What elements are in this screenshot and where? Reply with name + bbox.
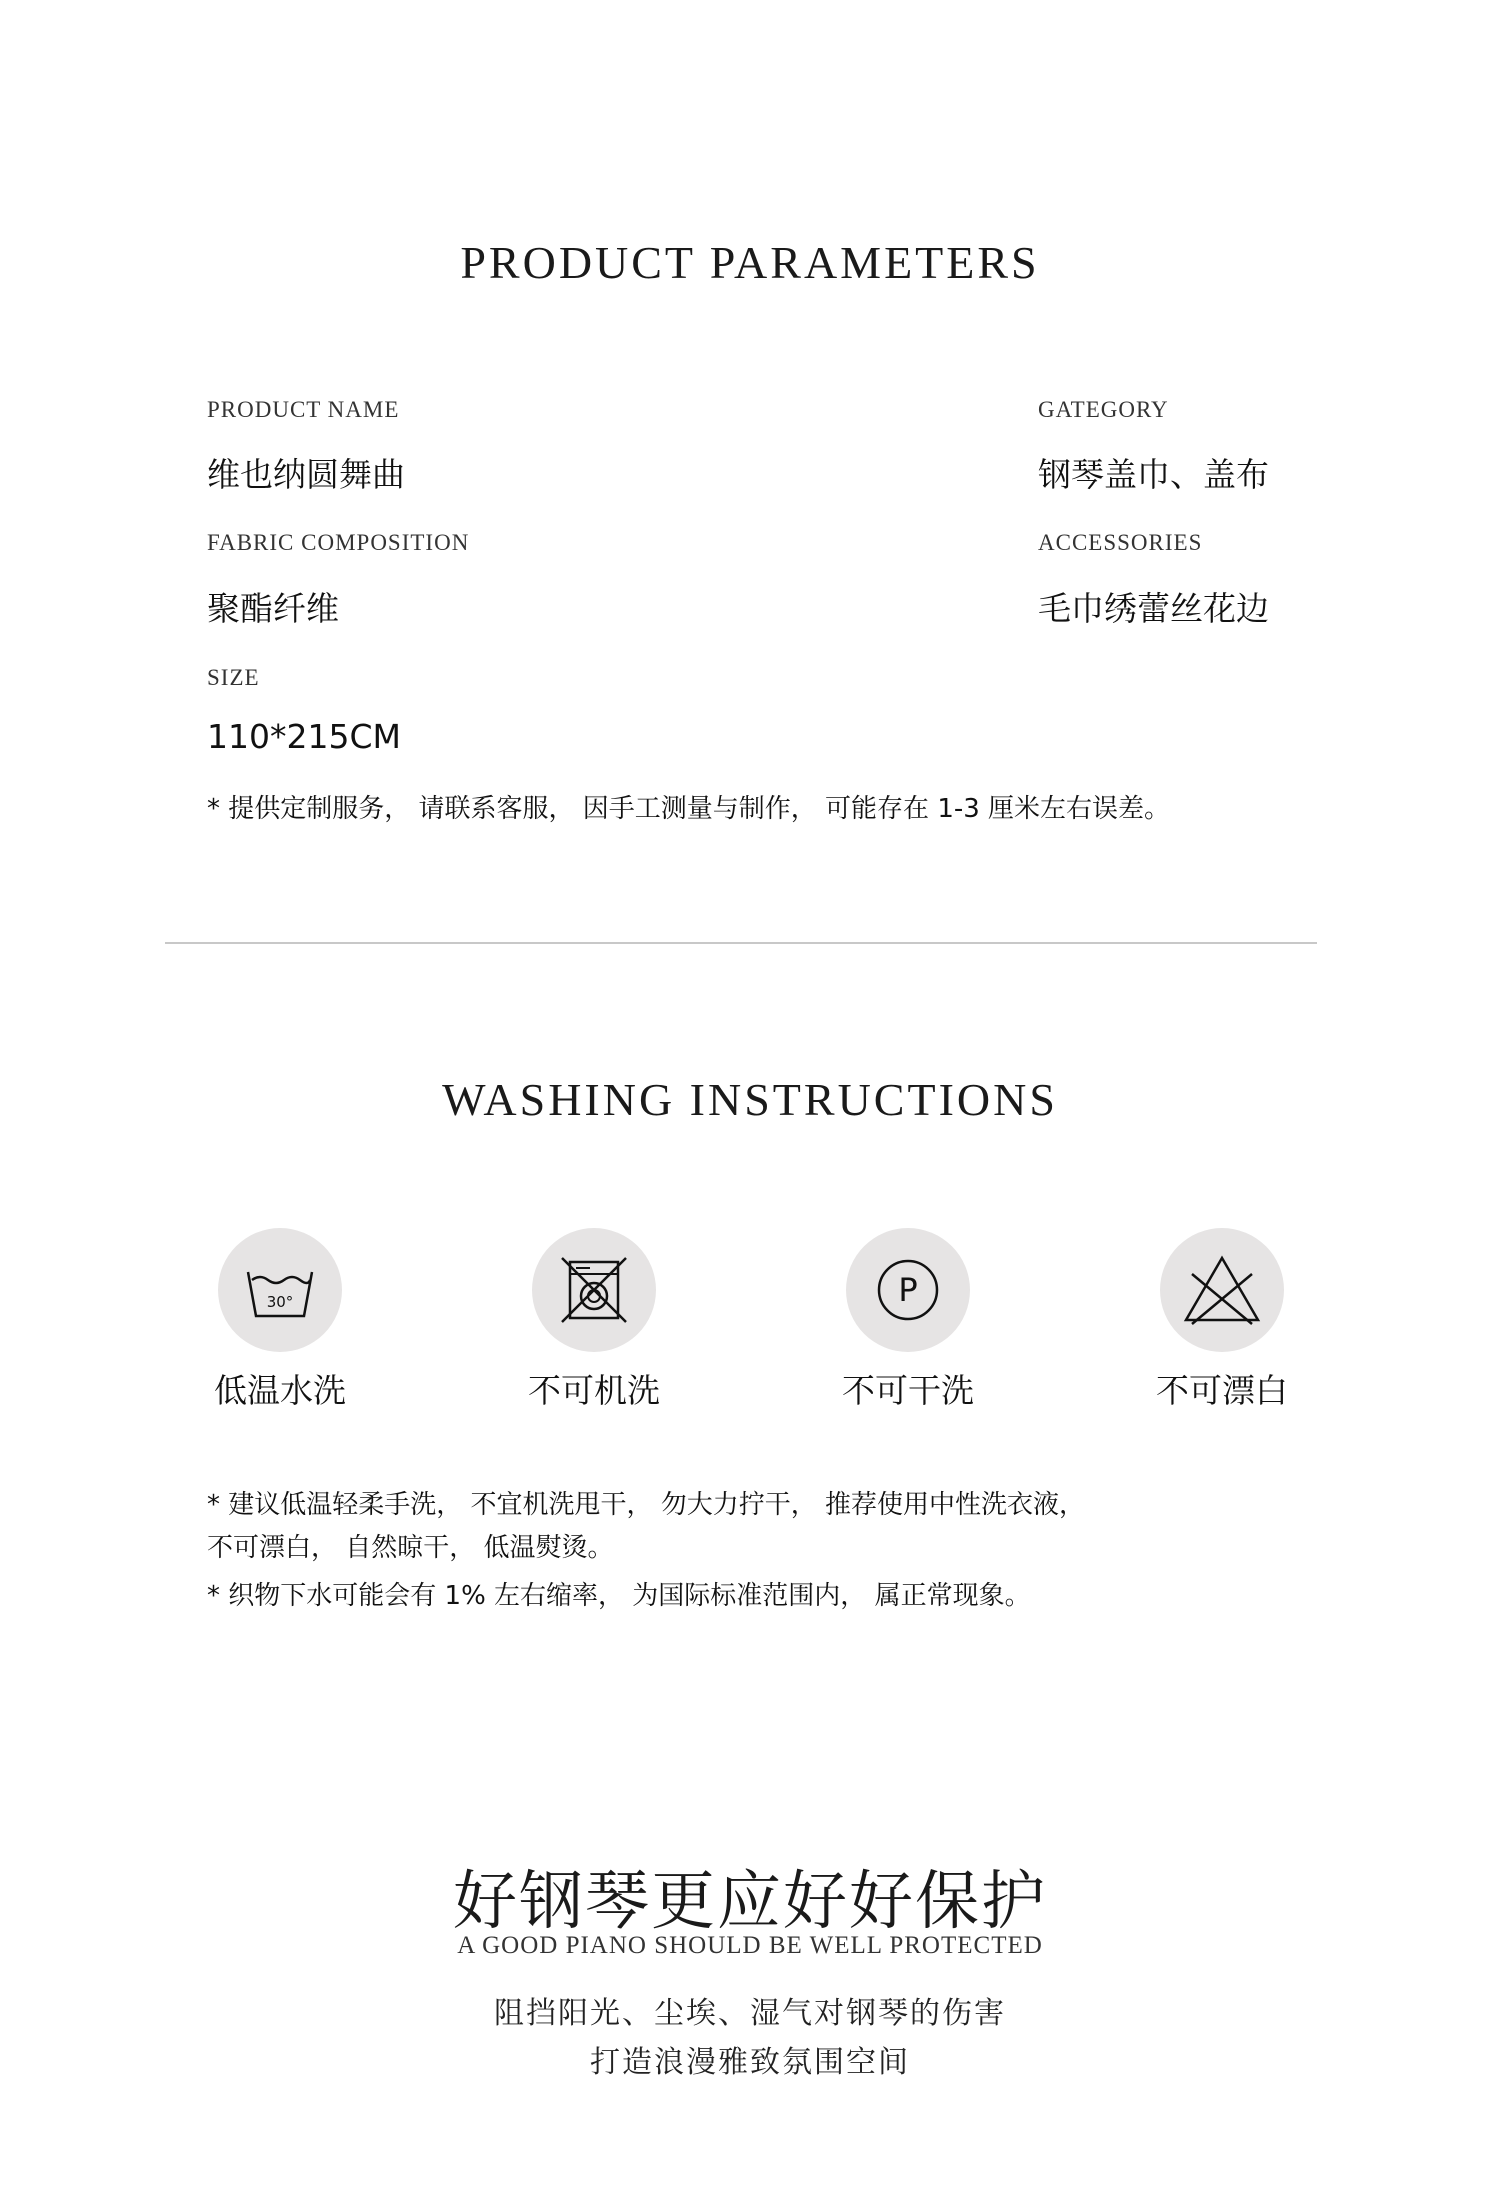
no-dry-clean-label: 不可干洗 (842, 1371, 974, 1410)
footer-line2: 打造浪漫雅致氛围空间 (590, 2045, 910, 2080)
section-divider (165, 942, 1317, 944)
wash-temp: 30° (266, 1293, 294, 1311)
wash-30-icon (218, 1228, 342, 1352)
accessories-value: 毛巾绣蕾丝花边 (1038, 589, 1269, 628)
footer-subtitle: A GOOD PIANO SHOULD BE WELL PROTECTED (457, 1932, 1043, 1959)
size-label: SIZE (207, 665, 260, 690)
no-bleach-icon (1160, 1228, 1284, 1352)
no-machine-wash-icon (532, 1228, 656, 1352)
product-name-label: PRODUCT NAME (207, 397, 400, 422)
parameters-title: PRODUCT PARAMETERS (460, 237, 1040, 288)
fabric-label: FABRIC COMPOSITION (207, 530, 470, 555)
washing-note-line1: * 建议低温轻柔手洗， 不宜机洗甩干， 勿大力拧干， 推荐使用中性洗衣液， (207, 1490, 1086, 1520)
accessories-label: ACCESSORIES (1038, 530, 1203, 555)
washing-note-line3: * 织物下水可能会有 1% 左右缩率， 为国际标准范围内， 属正常现象。 (207, 1581, 1031, 1611)
no-machine-wash-label: 不可机洗 (528, 1371, 660, 1410)
washing-title: WASHING INSTRUCTIONS (442, 1074, 1058, 1125)
fabric-value: 聚酯纤维 (207, 589, 339, 628)
parameters-note: * 提供定制服务， 请联系客服， 因手工测量与制作， 可能存在 1-3 厘米左右误差。 (207, 794, 1171, 824)
footer-line1: 阻挡阳光、尘埃、湿气对钢琴的伤害 (494, 1996, 1006, 2031)
category-label: GATEGORY (1038, 397, 1169, 422)
dry-clean-letter: P (898, 1271, 918, 1309)
washing-note-line2: 不可漂白， 自然晾干， 低温熨烫。 (207, 1533, 614, 1563)
footer-title: 好钢琴更应好好保护 (453, 1865, 1047, 1939)
wash-30-label: 低温水洗 (214, 1371, 346, 1410)
product-name-value: 维也纳圆舞曲 (207, 455, 405, 494)
no-bleach-label: 不可漂白 (1156, 1371, 1288, 1410)
no-dry-clean-icon (846, 1228, 970, 1352)
category-value: 钢琴盖巾、盖布 (1038, 455, 1269, 494)
size-value: 110*215CM (207, 717, 401, 756)
